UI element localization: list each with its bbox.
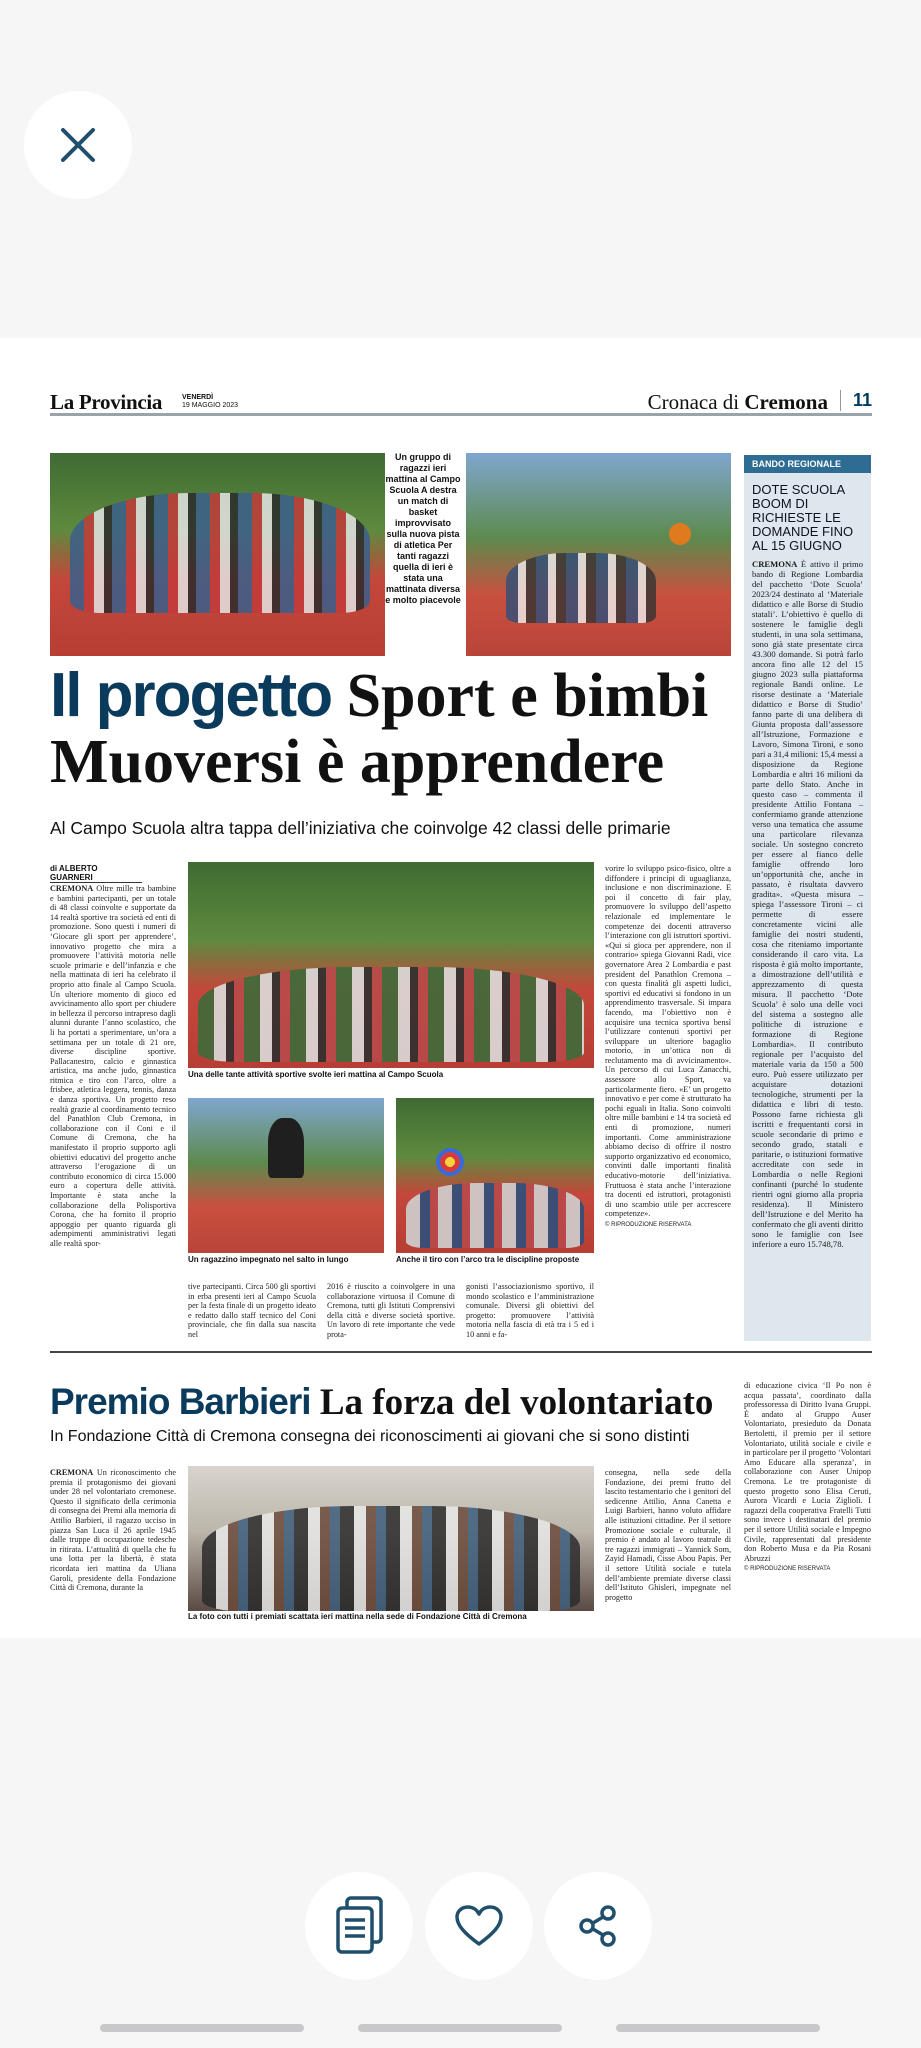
page-indicator-2[interactable] [358,2024,562,2032]
article-title: Il progetto Sport e bimbi [50,661,709,730]
sidebar-body: CREMONA È attivo il primo bando di Regione Lombardia del pacchetto ‘Dote Scuola’ 2023/24 destinato al ‘Materiale didattico e alle Borse di Studio statali’. L’obiettivo è quello di sostenere le famiglie degli studenti, in una sola settimana, sono già state presentate circa 43.300 domande. Si potrà farlo ancora fino alle 12 del 15 giugno 2023 sulla piattaforma regionale Bandi online. Le risorse destinate a ‘Materiale didattico e Borse di Studio’ fanno parte di una delibera di Giunta proposta dall’assessore all’Istruzione, Formazione e Lavoro, Simona Tironi, e sono pari a 31,4 milioni: 15,4 messi a disposizione da Regione Lombardia e altri 16 milioni da parte dello Stato. Anche in questo caso – commenta il presidente Attilio Fontana – confermiamo grande attenzione verso una tematica che assume una particolare rilevanza sociale. Un sostegno concreto per essere al fianco delle famiglie offrendo loro un’opportunità che, anche in passato, è risultata davvero gradita». «Questa misura – spiega l’assessore Tironi – ci permette di essere concretamente vicini alle famiglie dei nostri studenti, cosa che riteniamo importante considerando il caro vita. La risposta è già molto importante, a dimostrazione dell’utilità e apprezzamento di questa misura. Il pacchetto ‘Dote Scuola’ è solo una delle voci del sistema a sostegno alle politiche di istruzione e formazione di Regione Lombardia». Il contributo regionale per l’acquisto del materiale varia da 150 a 500 euro. Può essere utilizzato per acquistare dotazioni tecnologiche, strumenti per la didattica e libri di testo. Possono farne richiesta gli iscritti e frequentanti corsi in scuole secondarie di primo e secondo grado, statali e paritarie, o istituzioni formative accreditate con sede in Lombardia o nelle Regioni confinanti (purché lo studente rientri ogni giorno alla propria residenza). Il Ministero dell’Istruzione e del Merito ha confermato che gli aventi diritto sono le famiglie con Isee inferiore a euro 15.748,78. [752,559,863,1249]
article2-column-1: CREMONA Un riconoscimento che premia il protagonismo dei giovani under 28 nel volontariato cremonese. Questo il significato della cerimonia di consegna dei Premi alla memoria di Attilio Barbieri, il ragazzo ucciso in piazza San Luca il 26 aprile 1945 dalle truppe di occupazione tedesche in ritirata. L’attualità di quella che fu una lotta per la libertà, è stata ricordata ieri mattina da Uliana Garoli, presidente della Fondazione Città di Cremona, durante la [50,1468,176,1593]
share-button[interactable] [544,1872,652,1980]
archery-photo-caption: Anche il tiro con l’arco tra le discipline proposte [396,1255,580,1264]
article-subtitle: Al Campo Scuola altra tappa dell’iniziativa che coinvolge 42 classi delle primarie [50,818,671,838]
article-kicker: Il progetto [50,661,332,730]
close-button[interactable] [24,91,132,199]
page-indicator-1[interactable] [100,2024,304,2032]
article2-column-3: di educazione civica ‘Il Po non è acqua passata’, coordinato dalla professoressa di Diritto Ivana Gruppi. È andato al Gruppo Auser Volontariato, presieduto da Donata Bertoletti, il premio per il settore Volontariato, utilità sociale e civile e in particolare per il progetto ‘Volontari Amo Educare alla speranza’, in collaborazione con Auser Unipop Cremona. Le tre protagoniste di questo progetto sono Elisa Ceruti, Aurora Vicardi e Lucia Zigliolì. I ragazzi della cooperativa Fratelli Tutti sono invece i destinatari del premio per il settore Utilità sociale e Impegno Civile, rappresentati dal presidente don Roberto Musa e da Pia Rosani Abruzzi © RIPRODUZIONE RISERVATA [744,1381,871,1573]
jump-photo-caption: Un ragazzino impegnato nel salto in lungo [188,1255,349,1264]
page-number: 11 [840,390,872,411]
pages-button[interactable] [305,1872,413,1980]
heart-icon [454,1904,504,1948]
award-photo-caption: La foto con tutti i premiati scattata ieri mattina nella sede di Fondazione Città di Cremona [188,1612,527,1621]
share-icon [577,1904,619,1948]
photo-side-caption: Un gruppo di ragazzi ieri mattina al Campo Scuola A destra un match di basket improvvisato sulla nuova pista di atletica Per tanti ragazzi quella di ieri è stata una mattinata diversa e molto piacevole [385,452,461,605]
article-column-3: 2016 è riuscito a coinvolgere in una collaborazione virtuosa il Comune di Cremona, tutti gli Istituti Comprensivi della città e diverse società sportive. Un lavoro di rete importante che vede prota- [327,1282,455,1339]
close-icon [59,126,97,164]
issue-date: VENERDÌ 19 MAGGIO 2023 [182,394,239,409]
article2-subtitle: In Fondazione Città di Cremona consegna dei riconoscimenti ai giovani che si sono distinti [50,1428,690,1445]
article-title-line2: Muoversi è apprendere [50,728,665,796]
section-title: Cronaca di Cremona [647,390,828,414]
article-column-5: vorire lo sviluppo psico-fisico, oltre a diffondere i principi di uguaglianza, inclusione e non discriminazione. E poi il concetto di fair play, promuovere lo sviluppo dell’aspetto relazionale ed implementare le competenze dei docenti attraverso l’interazione con gli istruttori sportivi. «Qui si gioca per apprendere, non il contrario» spiega Giovanni Radi, vice governatore Area 2 Lombardia e past president del Panathlon Cremona – con questa finalità gli aspetti ludici, sportivi ed educativi si fondono in un apprendimento trasversale. Si impara facendo, ma l’obiettivo non è acquisire una tecnica sportiva bensì l’utilizzare contenuti sportivi per sviluppare un ulteriore bagaglio motorio, in un’ottica non di reclutamento ma di avvicinamento». Un percorso di cui Luca Zanacchi, assessore allo Sport, va particolarmente fiero. «E’ un progetto innovativo e per come è strutturato ha pochi eguali in Italia. Sono coinvolti oltre mille bambini e 14 tra società ed enti di promozione, numeri importanti. Come amministrazione abbiamo deciso di offrire il nostro supporto organizzativo ed economico, convinti dalle importanti finalità educativo-motorie dell’iniziativa. Fruttuosa è stata anche l’interazione tra docenti ed istruttori, protagonisti di uno scambio utile per accrescere competenze». © RIPRODUZIONE RISERVATA [605,864,731,1228]
masthead: La Provincia [50,390,163,414]
long-jump-photo [188,1098,384,1253]
sidebar-box [744,455,871,1341]
basket-photo [466,453,731,656]
archery-photo [396,1098,594,1253]
main-activity-photo [188,862,594,1068]
article2-column-2: consegna, nella sede della Fondazione, dei premi frutto del lascito testamentario che i genitori del sedicenne Attilio, Anna Canetta e Luigi Barbieri, hanno voluto affidare alle istituzioni cittadine. Per il settore Promozione sociale e culturale, il premio è andato al lavoro teatrale di tre ragazzi immigrati – Yannick Som, Zayid Hamadi, Cisse Abou Papis. Per il settore Utilità sociale e tutela dell’ambiente premiate diverse classi dell’Istituto Ghisleri, impegnate nel progetto [605,1468,731,1602]
article-column-2: tive partecipanti. Circa 500 gli sportivi in erba presenti ieri al Campo Scuola per la festa finale di un progetto ideato e redatto dallo staff tecnico del Coni provinciale, che fin dalla sua nascita nel [188,1282,316,1339]
article-column-1: CREMONA Oltre mille tra bambine e bambini partecipanti, per un totale di 48 classi coinvolte e supportate da 14 realtà sportive tra società ed enti di promozione. Sono questi i numeri di ‘Giocare gli sport per apprendere’, innovativo progetto che mira a promuovere l’attività motoria nelle scuole primarie e dell’infanzia e che nella mattinata di ieri ha celebrato il proprio atto finale al Campo Scuola. Un ulteriore momento di gioco ed avvicinamento allo sport per chiudere in bellezza il percorso intrapreso dagli alunni durante l’anno scolastico, che li ha portati a sperimentare, un’ora a settimana per un totale di 21 ore, diverse discipline sportive. Pallacanestro, calcio e ginnastica artistica, ma anche judo, ginnastica ritmica e tiro con l’arco, oltre a frisbee, atletica leggera, tennis, danza e danza sportiva. Un progetto reso realtà grazie al coordinamento tecnico del Panathlon Club Cremona, in collaborazione con il Coni e il Comune di Cremona, che ha manifestato il proprio supporto agli obiettivi educativi del progetto anche attraverso l’erogazione di un contributo economico di circa 15.000 euro a copertura delle attività. Importante è stata anche la collaborazione della Polisportiva Corona, che ha fornito il proprio appoggio per quanto riguarda gli adempimenti amministrativi legati alle realtà spor- [50,884,176,1248]
page-header [50,390,872,416]
sidebar-tag: BANDO REGIONALE [744,455,871,473]
main-photo-caption: Una delle tante attività sportive svolte ieri mattina al Campo Scuola [188,1070,444,1079]
newspaper-page[interactable] [0,338,921,1638]
sidebar-headline: DOTE SCUOLA BOOM DI RICHIESTE LE DOMANDE FINO AL 15 GIUGNO [752,482,854,553]
byline: di ALBERTO GUARNERI [50,864,142,883]
page-indicator-3[interactable] [616,2024,820,2032]
article2-kicker: Premio Barbieri [50,1381,311,1422]
award-group-photo [188,1466,594,1611]
documents-icon [333,1896,385,1956]
group-photo [50,453,385,656]
article2-title: Premio Barbieri La forza del volontariato [50,1381,714,1423]
favorite-button[interactable] [425,1872,533,1980]
article-column-4: gonisti l’associazionismo sportivo, il mondo scolastico e l’amministrazione comunale. Diversi gli obiettivi del progetto: promuovere l’attività motoria nella fascia di età tra i 5 ed i 10 anni e fa- [466,1282,594,1339]
section-divider [50,1351,872,1353]
